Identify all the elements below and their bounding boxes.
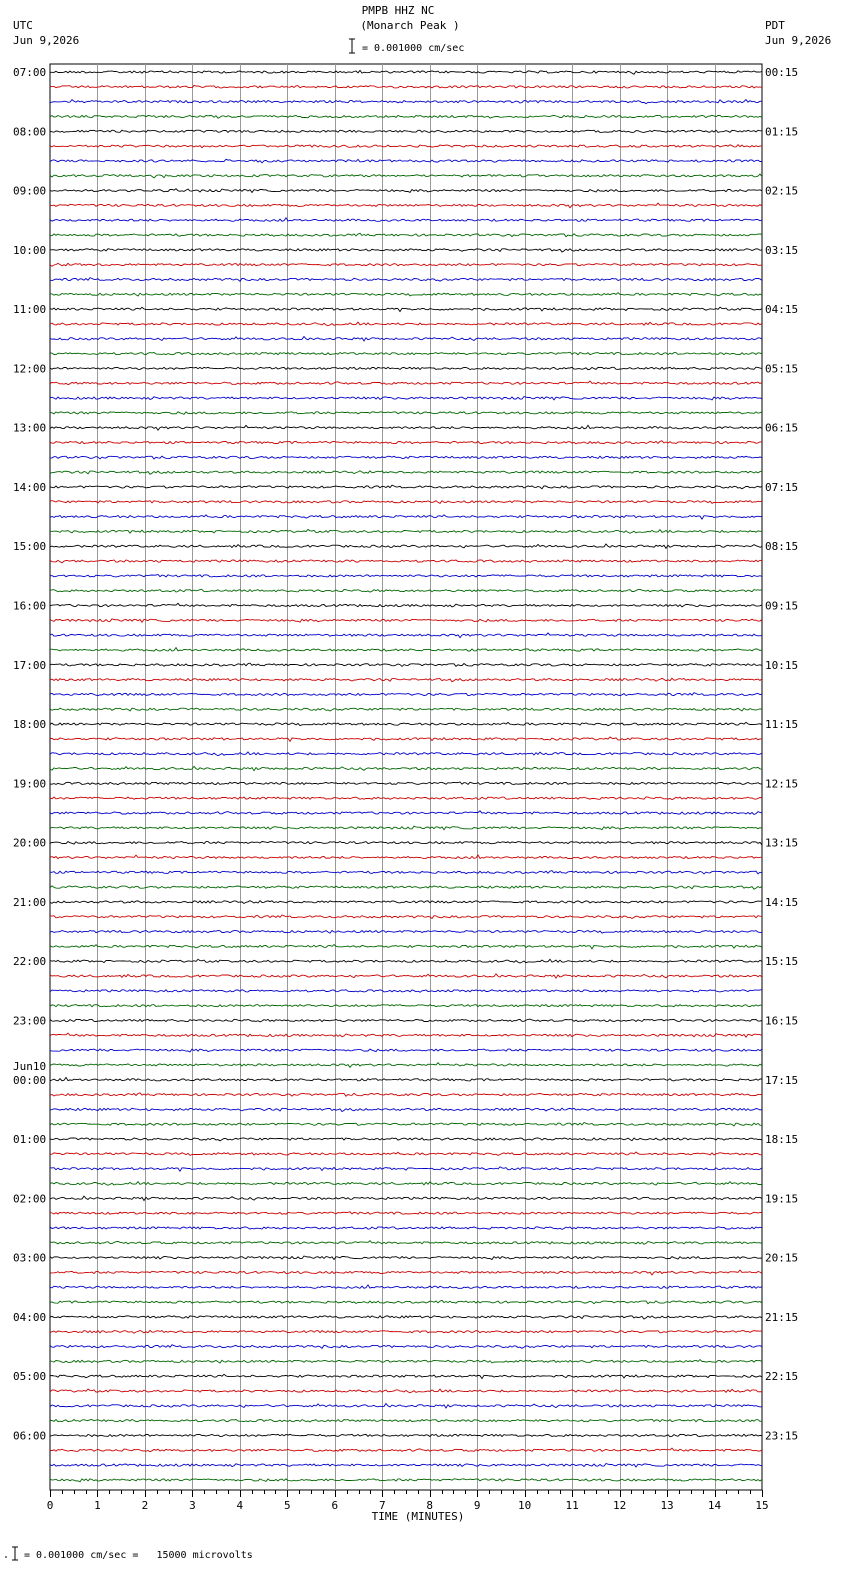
utc-hour-label: 22:00 — [13, 955, 47, 969]
trace-line — [50, 633, 762, 638]
trace-line — [50, 515, 762, 519]
trace-line — [50, 501, 762, 504]
utc-hour-label: 20:00 — [13, 836, 47, 850]
trace-line — [50, 782, 762, 785]
scale-label: = 0.001000 cm/sec — [362, 43, 465, 54]
pdt-hour-label: 04:15 — [765, 303, 799, 317]
utc-hour-label: 23:00 — [13, 1014, 47, 1028]
trace-line — [50, 693, 762, 696]
trace-line — [50, 842, 762, 846]
pdt-hour-label: 12:15 — [765, 777, 799, 791]
trace-line — [50, 278, 762, 282]
trace-line — [50, 293, 762, 296]
trace-line — [50, 322, 762, 326]
pdt-hour-label: 23:15 — [765, 1429, 799, 1443]
trace-line — [50, 1374, 762, 1378]
trace-line — [50, 990, 762, 993]
right-timezone: PDT — [765, 19, 785, 32]
trace-line — [50, 381, 762, 385]
utc-hour-label: 19:00 — [13, 777, 47, 791]
trace-line — [50, 1152, 762, 1155]
trace-line — [50, 337, 762, 341]
utc-hour-label: 10:00 — [13, 243, 47, 257]
trace-line — [50, 130, 762, 132]
trace-line — [50, 1005, 762, 1007]
utc-hour-label: 16:00 — [13, 599, 47, 613]
pdt-hour-label: 06:15 — [765, 421, 799, 435]
trace-line — [50, 1285, 762, 1288]
pdt-hour-label: 01:15 — [765, 125, 799, 139]
trace-line — [50, 1256, 762, 1260]
trace-line — [50, 722, 762, 725]
utc-hour-label: 08:00 — [13, 125, 47, 139]
trace-line — [50, 456, 762, 459]
utc-hour-label: 03:00 — [13, 1251, 47, 1265]
footer-scale-label: = 0.001000 cm/sec = 15000 microvolts — [24, 1550, 253, 1561]
trace-line — [50, 1049, 762, 1052]
pdt-hour-label: 02:15 — [765, 184, 799, 198]
trace-line — [50, 1123, 762, 1127]
utc-hour-label: 02:00 — [13, 1192, 47, 1206]
trace-line — [50, 855, 762, 859]
trace-line — [50, 560, 762, 563]
minute-grid — [50, 64, 762, 1490]
trace-line — [50, 249, 762, 252]
trace-line — [50, 886, 762, 889]
trace-line — [50, 752, 762, 756]
utc-hour-label: 17:00 — [13, 658, 47, 672]
utc-hour-label: 09:00 — [13, 184, 47, 198]
pdt-hour-label: 16:15 — [765, 1014, 799, 1028]
trace-line — [50, 145, 762, 148]
x-tick-label: 12 — [612, 1499, 627, 1512]
station-title: PMPB HHZ NC — [361, 4, 435, 17]
utc-hour-label: 18:00 — [13, 718, 47, 732]
trace-line — [50, 1404, 762, 1409]
x-tick-label: 11 — [565, 1499, 579, 1512]
trace-line — [50, 1093, 762, 1096]
trace-line — [50, 1241, 762, 1245]
trace-line — [50, 159, 762, 163]
trace-line — [50, 1227, 762, 1230]
trace-line — [50, 797, 762, 800]
trace-line — [50, 189, 762, 193]
trace-line — [50, 1270, 762, 1275]
utc-hour-label: 11:00 — [13, 303, 47, 317]
station-location: (Monarch Peak ) — [360, 19, 460, 32]
trace-line — [50, 441, 762, 444]
trace-line — [50, 471, 762, 475]
pdt-hour-labels — [765, 66, 798, 1442]
utc-hour-label: 21:00 — [13, 895, 47, 909]
trace-line — [50, 115, 762, 118]
trace-line — [50, 485, 762, 489]
trace-line — [50, 1300, 762, 1303]
utc-hour-label: 14:00 — [13, 480, 47, 494]
footer-scale-icon — [2, 1545, 24, 1563]
trace-line — [50, 1316, 762, 1319]
pdt-hour-label: 00:15 — [765, 66, 799, 79]
utc-hour-label: 06:00 — [13, 1429, 47, 1443]
trace-line — [50, 544, 762, 548]
pdt-hour-label: 05:15 — [765, 362, 799, 376]
trace-line — [50, 1077, 762, 1081]
trace-line — [50, 1419, 762, 1422]
pdt-hour-label: 07:15 — [765, 480, 799, 494]
trace-line — [50, 1138, 762, 1141]
pdt-hour-label: 10:15 — [765, 658, 799, 672]
trace-line — [50, 826, 762, 830]
trace-line — [50, 1182, 762, 1186]
trace-line — [50, 589, 762, 592]
trace-line — [50, 678, 762, 682]
x-tick-label: 6 — [331, 1499, 339, 1512]
time-axis — [47, 1490, 769, 1512]
pdt-hour-label: 15:15 — [765, 955, 799, 969]
x-tick-label: 15 — [755, 1499, 769, 1512]
trace-line — [50, 1434, 762, 1436]
x-tick-label: 1 — [94, 1499, 101, 1512]
date-change-label: Jun10 — [13, 1059, 47, 1073]
x-tick-label: 13 — [660, 1499, 674, 1512]
utc-hour-label: 05:00 — [13, 1370, 47, 1384]
utc-hour-label: 07:00 — [13, 66, 47, 79]
trace-line — [50, 352, 762, 355]
pdt-hour-label: 09:15 — [765, 599, 799, 613]
trace-line — [50, 1345, 762, 1349]
pdt-hour-label: 22:15 — [765, 1370, 799, 1384]
utc-hour-label: 12:00 — [13, 362, 47, 376]
right-date: Jun 9,2026 — [765, 34, 832, 47]
trace-line — [50, 1063, 762, 1068]
trace-line — [50, 974, 762, 978]
trace-line — [50, 1167, 762, 1171]
trace-line — [50, 959, 762, 963]
trace-line — [50, 766, 762, 770]
trace-line — [50, 367, 762, 370]
trace-line — [50, 1212, 762, 1214]
trace-line — [50, 100, 762, 104]
pdt-hour-label: 17:15 — [765, 1073, 799, 1087]
trace-line — [50, 871, 762, 874]
trace-line — [50, 1479, 762, 1482]
pdt-hour-label: 08:15 — [765, 540, 799, 554]
trace-line — [50, 1330, 762, 1333]
trace-line — [50, 1196, 762, 1200]
x-tick-label: 9 — [473, 1499, 481, 1512]
x-tick-label: 14 — [707, 1499, 722, 1512]
utc-hour-label: 15:00 — [13, 540, 47, 554]
trace-line — [50, 708, 762, 711]
x-tick-label: 4 — [236, 1499, 244, 1512]
trace-line — [50, 915, 762, 919]
trace-line — [50, 945, 762, 949]
left-timezone: UTC — [13, 19, 33, 32]
trace-line — [50, 203, 762, 208]
utc-hour-label: 04:00 — [13, 1310, 47, 1324]
trace-line — [50, 901, 762, 904]
x-tick-label: 8 — [426, 1499, 434, 1512]
utc-hour-labels — [13, 66, 46, 1442]
pdt-hour-label: 14:15 — [765, 895, 799, 909]
pdt-hour-label: 20:15 — [765, 1251, 799, 1265]
trace-line — [50, 70, 762, 74]
trace-line — [50, 85, 762, 88]
trace-line — [50, 233, 762, 236]
trace-line — [50, 663, 762, 666]
utc-hour-label: 01:00 — [13, 1133, 47, 1147]
trace-line — [50, 174, 762, 178]
trace-line — [50, 1464, 762, 1468]
trace-line — [50, 1033, 762, 1037]
plot-frame — [50, 64, 762, 1490]
trace-line — [50, 1360, 762, 1363]
trace-line — [50, 603, 762, 607]
x-tick-label: 3 — [189, 1499, 196, 1512]
pdt-hour-label: 13:15 — [765, 836, 799, 850]
trace-line — [50, 1108, 762, 1111]
pdt-hour-label: 19:15 — [765, 1192, 799, 1206]
x-tick-label: 2 — [141, 1499, 149, 1512]
trace-line — [50, 1019, 762, 1022]
trace-line — [50, 218, 762, 222]
trace-line — [50, 648, 762, 652]
x-tick-label: 10 — [518, 1499, 532, 1512]
pdt-hour-label: 18:15 — [765, 1133, 799, 1147]
utc-hour-label: 13:00 — [13, 421, 47, 435]
trace-line — [50, 412, 762, 415]
utc-hour-label: 00:00 — [13, 1073, 47, 1087]
x-tick-label: 7 — [378, 1499, 386, 1512]
pdt-hour-label: 03:15 — [765, 243, 799, 257]
x-axis-label: TIME (MINUTES) — [371, 1510, 465, 1523]
trace-line — [50, 931, 762, 934]
trace-line — [50, 1389, 762, 1393]
trace-line — [50, 1448, 762, 1452]
trace-line — [50, 575, 762, 578]
x-tick-label: 0 — [46, 1499, 54, 1512]
trace-line — [50, 737, 762, 741]
trace-line — [50, 397, 762, 400]
trace-line — [50, 263, 762, 266]
trace-line — [50, 811, 762, 815]
trace-line — [50, 530, 762, 534]
seismic-traces — [50, 70, 762, 1481]
x-tick-label: 5 — [284, 1499, 291, 1512]
trace-line — [50, 307, 762, 311]
pdt-hour-label: 11:15 — [765, 718, 799, 732]
pdt-hour-label: 21:15 — [765, 1310, 799, 1324]
left-date: Jun 9,2026 — [13, 34, 80, 47]
trace-line — [50, 425, 762, 430]
trace-line — [50, 619, 762, 622]
